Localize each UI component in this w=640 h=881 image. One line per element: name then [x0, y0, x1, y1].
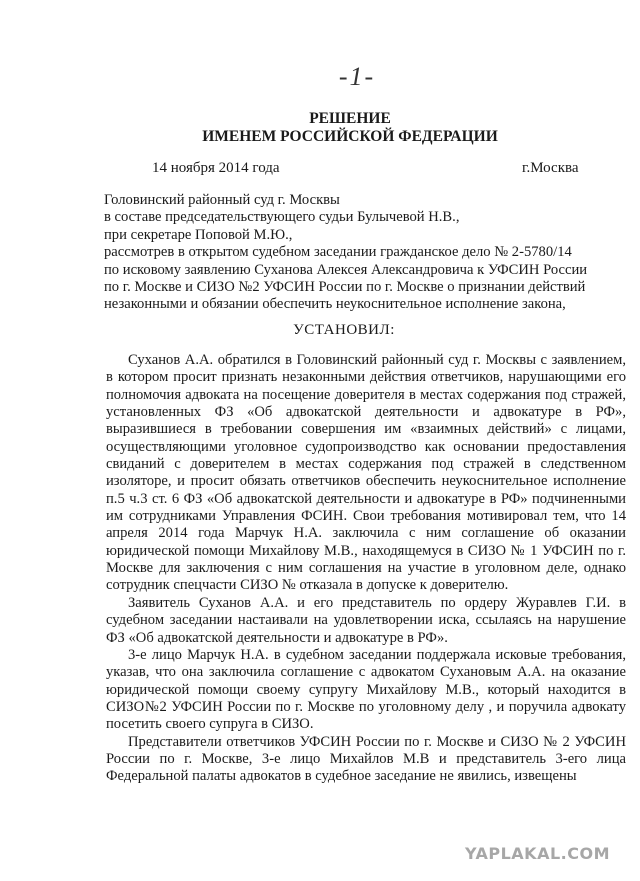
page-number: -1-	[338, 62, 376, 91]
intro-line: по г. Москве и СИЗО №2 УФСИН России по г. Москве о признании действий	[104, 279, 586, 296]
body-paragraph: Суханов А.А. обратился в Головинский районный суд г. Москвы с заявлением, в котором просит признать незаконными действия ответчиков, нарушающими его полномочия адвоката на посещение доверителя в местах содержания под стражей, установленных ФЗ «Об адвокатской деятельности и адвокатуре в РФ», выразившиеся в требовании совершения им «взаимных действий» с лицами, осуществляющими уголовное судопроизводство как основании предоставления свиданий с доверителем в местах содержания под стражей в следственном изоляторе, и просит обязать ответчиков обеспечить неукоснительное исполнение п.5 ч.3 ст. 6 ФЗ «Об адвокатской деятельности и адвокатуре в РФ» подчиненными им сотрудниками Управления ФСИН. Свои требования мотивировал тем, что 14 апреля 2014 года Марчук Н.А. заключила с ним соглашение об оказании юридической помощи Михайлову М.В., находящемуся в СИЗО № 1 УФСИН по г. Москве для заключения с ним соглашения на участие в уголовном деле, однако сотрудник спецчасти СИЗО № отказала в допуске к доверителю.	[106, 352, 626, 594]
intro-line: рассмотрев в открытом судебном заседании гражданское дело № 2-5780/14	[104, 244, 572, 261]
intro-line: в составе председательствующего судьи Булычевой Н.В.,	[104, 209, 460, 226]
document-subtitle: ИМЕНЕМ РОССИЙСКОЙ ФЕДЕРАЦИИ	[202, 128, 498, 145]
intro-line: Головинский районный суд г. Москвы	[104, 192, 340, 208]
document-date: 14 ноября 2014 года	[152, 160, 280, 176]
intro-line: незаконными и обязании обеспечить неукоснительное исполнение закона,	[104, 296, 566, 313]
watermark: YAPLAKAL.COM	[464, 844, 610, 863]
intro-line: при секретаре Поповой М.Ю.,	[104, 226, 293, 243]
body-paragraph: 3-е лицо Марчук Н.А. в судебном заседании поддержала исковые требования, указав, что она заключила соглашение с адвокатом Сухановым А.А. на оказание юридической помощи своему супругу Михайлову М.В., который находится в СИЗО№2 УФСИН России по г. Москве по уголовному делу , и поручила адвокату посетить своего супруга в СИЗО.	[106, 646, 626, 733]
body-paragraph: Представители ответчиков УФСИН России по г. Москве и СИЗО № 2 УФСИН России по г. Москве, 3-е лицо Михайлов М.В и представитель 3-его лица Федеральной палаты адвокатов в судебное заседание не явились, извещены	[106, 733, 626, 785]
court-composition	[104, 192, 624, 314]
body-paragraph: Заявитель Суханов А.А. и его представитель по ордеру Журавлев Г.И. в судебном заседании настаивали на удовлетворении иска, ссылаясь на нарушение ФЗ «Об адвокатской деятельности и адвокатуре в РФ».	[106, 594, 626, 646]
document-title: РЕШЕНИЕ	[309, 110, 391, 127]
document-body	[106, 352, 626, 786]
intro-line: по исковому заявлению Суханова Алексея Александровича к УФСИН России	[104, 261, 588, 278]
section-heading: УСТАНОВИЛ:	[293, 322, 395, 338]
document-city: г.Москва	[522, 160, 579, 176]
